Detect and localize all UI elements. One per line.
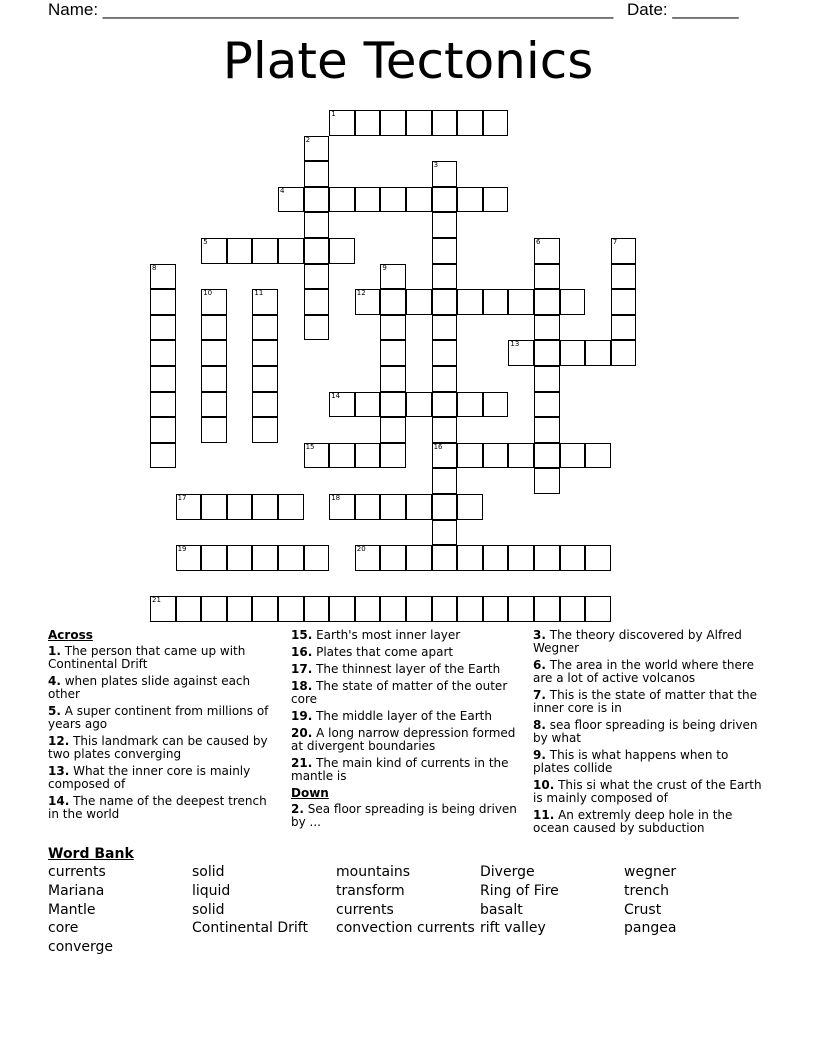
grid-cell[interactable] — [278, 187, 304, 213]
grid-cell[interactable] — [457, 494, 483, 520]
grid-cell[interactable] — [227, 494, 253, 520]
grid-cell[interactable] — [483, 443, 509, 469]
clue-number-label: 12. — [48, 734, 70, 748]
clue-number-label: 15. — [291, 628, 313, 642]
grid-cell[interactable] — [380, 110, 406, 136]
clue-number-label: 1. — [48, 644, 61, 658]
grid-cell[interactable] — [380, 443, 406, 469]
clues-column-2 — [291, 629, 521, 833]
grid-cell[interactable] — [432, 392, 458, 418]
grid-cell[interactable] — [457, 392, 483, 418]
word-bank-word: currents — [48, 864, 106, 880]
grid-cell[interactable] — [150, 417, 176, 443]
grid-cell[interactable] — [150, 443, 176, 469]
grid-cell[interactable] — [304, 443, 330, 469]
clue-number: 8 — [152, 263, 157, 272]
grid-cell[interactable] — [508, 443, 534, 469]
grid-cell[interactable] — [585, 443, 611, 469]
grid-cell[interactable] — [304, 264, 330, 290]
clue-text: An extremly deep hole in the ocean caused by subduction — [533, 808, 733, 835]
grid-cell[interactable] — [252, 238, 278, 264]
clue-text: The main kind of currents in the mantle is — [291, 756, 509, 783]
grid-cell[interactable] — [380, 596, 406, 622]
grid-cell[interactable] — [534, 392, 560, 418]
clue-number: 5 — [203, 238, 208, 246]
grid-cell[interactable] — [355, 110, 381, 136]
grid-cell[interactable] — [252, 289, 278, 315]
grid-cell[interactable] — [304, 545, 330, 571]
clue-text: This si what the crust of the Earth is mainly composed of — [533, 778, 762, 805]
grid-cell[interactable] — [406, 187, 432, 213]
word-bank-word: mountains — [336, 864, 411, 880]
clue-number: 4 — [280, 186, 285, 195]
clue-number: 16 — [433, 442, 443, 451]
clue-text: Sea floor spreading is being driven by ... — [291, 802, 517, 829]
grid-cell[interactable] — [201, 366, 227, 392]
grid-cell[interactable] — [201, 596, 227, 622]
grid-cell[interactable] — [252, 315, 278, 341]
grid-cell[interactable] — [150, 596, 176, 622]
grid-cell[interactable] — [611, 289, 637, 315]
clue-item — [48, 675, 280, 701]
clue-text: The person that came up with Continental Drift — [48, 644, 246, 671]
down-clue-list-continued — [533, 629, 765, 835]
grid-cell[interactable] — [534, 545, 560, 571]
grid-cell[interactable] — [150, 264, 176, 290]
clue-number-label: 5. — [48, 704, 61, 718]
grid-cell[interactable] — [252, 392, 278, 418]
clue-text: This is the state of matter that the inner core is in — [533, 688, 758, 715]
clue-number-label: 11. — [533, 808, 555, 822]
grid-cell[interactable] — [406, 545, 432, 571]
grid-cell[interactable] — [278, 596, 304, 622]
grid-cell[interactable] — [227, 545, 253, 571]
grid-cell[interactable] — [380, 289, 406, 315]
clue-number: 10 — [203, 289, 213, 298]
clue-number-label: 18. — [291, 679, 313, 693]
grid-cell[interactable] — [611, 315, 637, 341]
grid-cell[interactable] — [304, 161, 330, 187]
clue-item — [291, 710, 521, 723]
grid-cell[interactable] — [432, 340, 458, 366]
grid-cell[interactable] — [406, 110, 432, 136]
grid-cell[interactable] — [150, 340, 176, 366]
word-bank-word: solid — [192, 864, 225, 880]
grid-cell[interactable] — [457, 110, 483, 136]
grid-cell[interactable] — [304, 315, 330, 341]
word-bank-word: Crust — [624, 901, 662, 918]
grid-cell[interactable] — [201, 392, 227, 418]
clue-number: 13 — [510, 340, 520, 349]
clue-item — [533, 749, 765, 775]
grid-cell[interactable] — [278, 545, 304, 571]
grid-cell[interactable] — [611, 340, 637, 366]
grid-cell[interactable] — [432, 187, 458, 213]
grid-cell[interactable] — [380, 264, 406, 290]
grid-cell[interactable] — [252, 596, 278, 622]
grid-cell[interactable] — [508, 596, 534, 622]
grid-cell[interactable] — [252, 340, 278, 366]
grid-cell[interactable] — [380, 417, 406, 443]
grid-cell[interactable] — [176, 545, 202, 571]
clue-text: The thinnest layer of the Earth — [312, 662, 501, 676]
grid-cell[interactable] — [201, 289, 227, 315]
clue-item — [533, 779, 765, 805]
clue-number: 11 — [254, 289, 264, 298]
across-heading: Across — [48, 628, 93, 642]
down-clue-list — [291, 803, 521, 829]
grid-cell[interactable] — [201, 494, 227, 520]
word-bank-word: liquid — [192, 882, 231, 899]
clue-number: 17 — [177, 494, 187, 502]
grid-cell[interactable] — [329, 596, 355, 622]
clue-item — [48, 735, 280, 761]
grid-cell[interactable] — [304, 289, 330, 315]
grid-cell[interactable] — [534, 264, 560, 290]
grid-cell[interactable] — [457, 187, 483, 213]
word-bank-word: rift valley — [480, 920, 546, 937]
grid-cell[interactable] — [483, 545, 509, 571]
grid-cell[interactable] — [406, 289, 432, 315]
grid-cell[interactable] — [252, 545, 278, 571]
clue-number-label: 21. — [291, 756, 313, 770]
clue-text: Earth's most inner layer — [312, 628, 461, 642]
clue-text: Plates that come apart — [312, 645, 454, 659]
clue-number: 19 — [177, 545, 187, 554]
word-bank-word: Ring of Fire — [480, 882, 559, 899]
grid-cell[interactable] — [534, 238, 560, 264]
grid-cell[interactable] — [585, 545, 611, 571]
grid-cell[interactable] — [611, 264, 637, 290]
word-bank-word: trench — [624, 882, 669, 899]
grid-cell[interactable] — [329, 392, 355, 418]
grid-cell[interactable] — [329, 494, 355, 520]
grid-cell[interactable] — [534, 468, 560, 494]
clue-number-label: 19. — [291, 709, 313, 723]
clue-number: 9 — [382, 263, 387, 272]
word-bank-word: pangea — [624, 920, 677, 937]
grid-cell[interactable] — [560, 443, 586, 469]
clue-number-label: 10. — [533, 778, 555, 792]
grid-cell[interactable] — [432, 366, 458, 392]
grid-cell[interactable] — [380, 187, 406, 213]
grid-cell[interactable] — [534, 443, 560, 469]
clue-number: 15 — [305, 442, 315, 451]
clue-number-label: 14. — [48, 794, 70, 808]
grid-cell[interactable] — [355, 443, 381, 469]
grid-cell[interactable] — [176, 596, 202, 622]
down-heading: Down — [291, 786, 329, 800]
word-bank-word: core — [48, 920, 79, 937]
clue-text: The theory discovered by Alfred Wegner — [533, 628, 742, 655]
grid-cell[interactable] — [380, 392, 406, 418]
grid-cell[interactable] — [278, 238, 304, 264]
clue-number-label: 13. — [48, 764, 70, 778]
grid-cell[interactable] — [380, 366, 406, 392]
clue-text: A super continent from millions of years ago — [48, 704, 269, 731]
word-bank-word: basalt — [480, 901, 523, 918]
clue-item — [533, 719, 765, 745]
grid-cell[interactable] — [252, 366, 278, 392]
grid-cell[interactable] — [304, 238, 330, 264]
grid-cell[interactable] — [457, 545, 483, 571]
clue-item — [48, 795, 280, 821]
clue-number: 2 — [305, 135, 311, 144]
grid-cell[interactable] — [355, 596, 381, 622]
clue-item — [48, 765, 280, 791]
word-bank-word: Mantle — [48, 901, 96, 918]
grid-cell[interactable] — [508, 340, 534, 366]
grid-cell[interactable] — [508, 289, 534, 315]
grid-cell[interactable] — [380, 545, 406, 571]
grid-cell[interactable] — [483, 187, 509, 213]
grid-cell[interactable] — [483, 110, 509, 136]
grid-cell[interactable] — [508, 545, 534, 571]
grid-cell[interactable] — [355, 392, 381, 418]
grid-cell[interactable] — [483, 289, 509, 315]
clue-number-label: 17. — [291, 662, 313, 676]
grid-cell[interactable] — [534, 596, 560, 622]
grid-cell[interactable] — [227, 596, 253, 622]
word-bank-word: currents — [336, 901, 394, 918]
clue-number: 7 — [612, 238, 618, 246]
clue-text: The area in the world where there are a lot of active volcanos — [533, 658, 754, 685]
word-bank-word: Diverge — [480, 864, 535, 880]
grid-cell[interactable] — [534, 417, 560, 443]
grid-cell[interactable] — [432, 110, 458, 136]
grid-cell[interactable] — [406, 494, 432, 520]
clue-number-label: 8. — [533, 718, 546, 732]
grid-cell[interactable] — [304, 187, 330, 213]
clue-item — [291, 663, 521, 676]
grid-cell[interactable] — [432, 238, 458, 264]
grid-cell[interactable] — [150, 366, 176, 392]
word-bank-word: solid — [192, 901, 225, 918]
clue-item — [533, 659, 765, 685]
clue-item — [291, 727, 521, 753]
grid-cell[interactable] — [432, 520, 458, 546]
clue-number-label: 9. — [533, 748, 546, 762]
clue-item — [291, 646, 521, 659]
grid-cell[interactable] — [432, 161, 458, 187]
grid-cell[interactable] — [432, 545, 458, 571]
clue-item — [291, 803, 521, 829]
across-clue-list — [48, 645, 280, 821]
word-bank-word: transform — [336, 882, 405, 899]
grid-cell[interactable] — [457, 443, 483, 469]
grid-cell[interactable] — [380, 315, 406, 341]
grid-cell[interactable] — [252, 494, 278, 520]
word-bank-word: wegner — [624, 864, 677, 880]
clue-text: The state of matter of the outer core — [291, 679, 508, 706]
grid-cell[interactable] — [406, 392, 432, 418]
grid-cell[interactable] — [432, 494, 458, 520]
grid-cell[interactable] — [432, 289, 458, 315]
grid-cell[interactable] — [585, 596, 611, 622]
grid-cell[interactable] — [252, 417, 278, 443]
grid-cell[interactable] — [304, 136, 330, 162]
word-bank-title: Word Bank — [48, 846, 134, 862]
clue-item — [291, 680, 521, 706]
clue-item — [533, 809, 765, 835]
clue-text: This is what happens when to plates collide — [533, 748, 729, 775]
word-bank-word: convection currents — [336, 920, 475, 937]
grid-cell[interactable] — [560, 289, 586, 315]
grid-cell[interactable] — [380, 494, 406, 520]
clue-number: 12 — [356, 289, 366, 298]
clue-text: when plates slide against each other — [48, 674, 251, 701]
grid-cell[interactable] — [560, 340, 586, 366]
clue-number-label: 3. — [533, 628, 546, 642]
clue-item — [48, 705, 280, 731]
word-bank-word: Mariana — [48, 882, 105, 899]
grid-cell[interactable] — [355, 494, 381, 520]
word-bank-word: converge — [48, 939, 114, 956]
grid-cell[interactable] — [201, 315, 227, 341]
grid-cell[interactable] — [560, 596, 586, 622]
grid-cell[interactable] — [432, 212, 458, 238]
clue-text: sea floor spreading is being driven by what — [533, 718, 758, 745]
grid-cell[interactable] — [483, 392, 509, 418]
clue-number-label: 4. — [48, 674, 61, 688]
grid-cell[interactable] — [457, 289, 483, 315]
across-clue-list-continued — [291, 629, 521, 783]
grid-cell[interactable] — [457, 596, 483, 622]
clue-number: 1 — [331, 110, 336, 118]
clue-number: 14 — [331, 391, 341, 400]
clue-number-label: 6. — [533, 658, 546, 672]
grid-cell[interactable] — [432, 596, 458, 622]
clue-number: 3 — [433, 161, 439, 170]
grid-cell[interactable] — [227, 238, 253, 264]
clue-item — [533, 629, 765, 655]
grid-cell[interactable] — [201, 545, 227, 571]
clue-text: A long narrow depression formed at divergent boundaries — [291, 726, 516, 753]
grid-cell[interactable] — [304, 596, 330, 622]
clue-text: The middle layer of the Earth — [312, 709, 492, 723]
grid-cell[interactable] — [278, 494, 304, 520]
grid-cell[interactable] — [329, 443, 355, 469]
grid-cell[interactable] — [355, 289, 381, 315]
grid-cell[interactable] — [304, 212, 330, 238]
grid-cell[interactable] — [355, 187, 381, 213]
word-bank-word: Continental Drift — [192, 920, 308, 937]
clue-number: 20 — [356, 545, 366, 554]
clues-column-3 — [533, 629, 765, 839]
grid-cell[interactable] — [201, 238, 227, 264]
grid-cell[interactable] — [329, 238, 355, 264]
grid-cell[interactable] — [534, 366, 560, 392]
clue-item — [533, 689, 765, 715]
clue-number: 21 — [152, 596, 161, 605]
clue-text: The name of the deepest trench in the world — [48, 794, 267, 821]
grid-cell[interactable] — [534, 289, 560, 315]
grid-cell[interactable] — [150, 315, 176, 341]
grid-cell[interactable] — [483, 596, 509, 622]
grid-cell[interactable] — [329, 187, 355, 213]
clue-item — [48, 645, 280, 671]
clue-item — [291, 757, 521, 783]
grid-cell[interactable] — [611, 238, 637, 264]
clue-number-label: 2. — [291, 802, 304, 816]
clue-number-label: 20. — [291, 726, 313, 740]
name-field-label: Name: ______________________________________________________ — [48, 0, 614, 19]
grid-cell[interactable] — [406, 596, 432, 622]
grid-cell[interactable] — [432, 417, 458, 443]
page-title: Plate Tectonics — [222, 32, 594, 90]
grid-cell[interactable] — [355, 545, 381, 571]
clue-number-label: 7. — [533, 688, 546, 702]
clue-text: What the inner core is mainly composed of — [48, 764, 251, 791]
clues-column-1 — [48, 629, 280, 825]
grid-cell[interactable] — [380, 340, 406, 366]
grid-cell[interactable] — [201, 340, 227, 366]
date-field-label: Date: _______ — [627, 0, 739, 19]
grid-cell[interactable] — [534, 315, 560, 341]
clue-number-label: 16. — [291, 645, 313, 659]
grid-cell[interactable] — [432, 264, 458, 290]
grid-cell[interactable] — [432, 443, 458, 469]
grid-cell[interactable] — [585, 340, 611, 366]
grid-cell[interactable] — [534, 340, 560, 366]
grid-cell[interactable] — [432, 468, 458, 494]
clue-item — [291, 629, 521, 642]
grid-cell[interactable] — [432, 315, 458, 341]
grid-cell[interactable] — [201, 417, 227, 443]
clue-number: 6 — [536, 238, 541, 246]
grid-cell[interactable] — [329, 110, 355, 136]
clue-text: This landmark can be caused by two plates converging — [48, 734, 268, 761]
grid-cell[interactable] — [150, 392, 176, 418]
grid-cell[interactable] — [560, 545, 586, 571]
grid-cell[interactable] — [150, 289, 176, 315]
grid-cell[interactable] — [176, 494, 202, 520]
clue-number: 18 — [331, 494, 341, 502]
